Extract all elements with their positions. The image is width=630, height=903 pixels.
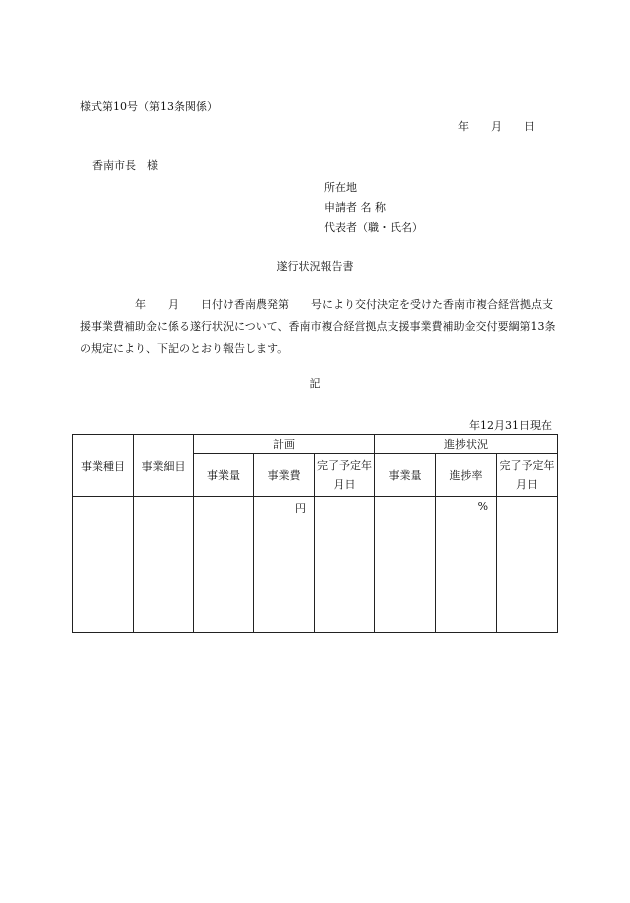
cell-plan-completion	[315, 497, 375, 633]
applicant-name-label: 申請者 名 称	[324, 201, 386, 214]
header-progress-completion: 完了予定年月日	[497, 454, 558, 497]
representative-label: 代表者（職・氏名）	[324, 221, 423, 234]
document-title: 遂行状況報告書	[276, 260, 354, 273]
cell-business-type	[73, 497, 134, 633]
address-label: 所在地	[324, 181, 357, 194]
date-month: 月	[491, 120, 502, 133]
cell-plan-cost: 円	[254, 497, 315, 633]
cell-business-detail	[134, 497, 194, 633]
header-business-detail: 事業細目	[134, 435, 194, 497]
ki-heading: 記	[309, 377, 321, 390]
cell-progress-rate: %	[436, 497, 497, 633]
date-year: 年	[458, 120, 469, 133]
header-business-type: 事業種目	[73, 435, 134, 497]
cell-plan-quantity	[194, 497, 254, 633]
form-number: 様式第10号（第13条関係）	[80, 100, 218, 113]
applicant-block	[324, 178, 423, 238]
date-day: 日	[524, 120, 535, 133]
status-table	[72, 434, 558, 633]
as-of-date: 年12月31日現在	[469, 419, 552, 432]
header-plan: 計画	[194, 435, 375, 454]
body-text: 年 月 日付け香南農発第 号により交付決定を受けた香南市複合経営拠点支援事業費補助金に係る遂行状況について、香南市複合経営拠点支援事業費補助金交付要綱第13条の規定により、下記のとおり報告します。	[80, 298, 556, 355]
cell-progress-completion	[497, 497, 558, 633]
cell-progress-quantity	[375, 497, 436, 633]
header-plan-cost: 事業費	[254, 454, 315, 497]
date-line	[458, 118, 535, 134]
header-progress: 進捗状況	[375, 435, 558, 454]
header-plan-quantity: 事業量	[194, 454, 254, 497]
header-plan-completion: 完了予定年月日	[315, 454, 375, 497]
header-progress-quantity: 事業量	[375, 454, 436, 497]
addressee: 香南市長 様	[92, 159, 158, 172]
header-progress-rate: 進捗率	[436, 454, 497, 497]
